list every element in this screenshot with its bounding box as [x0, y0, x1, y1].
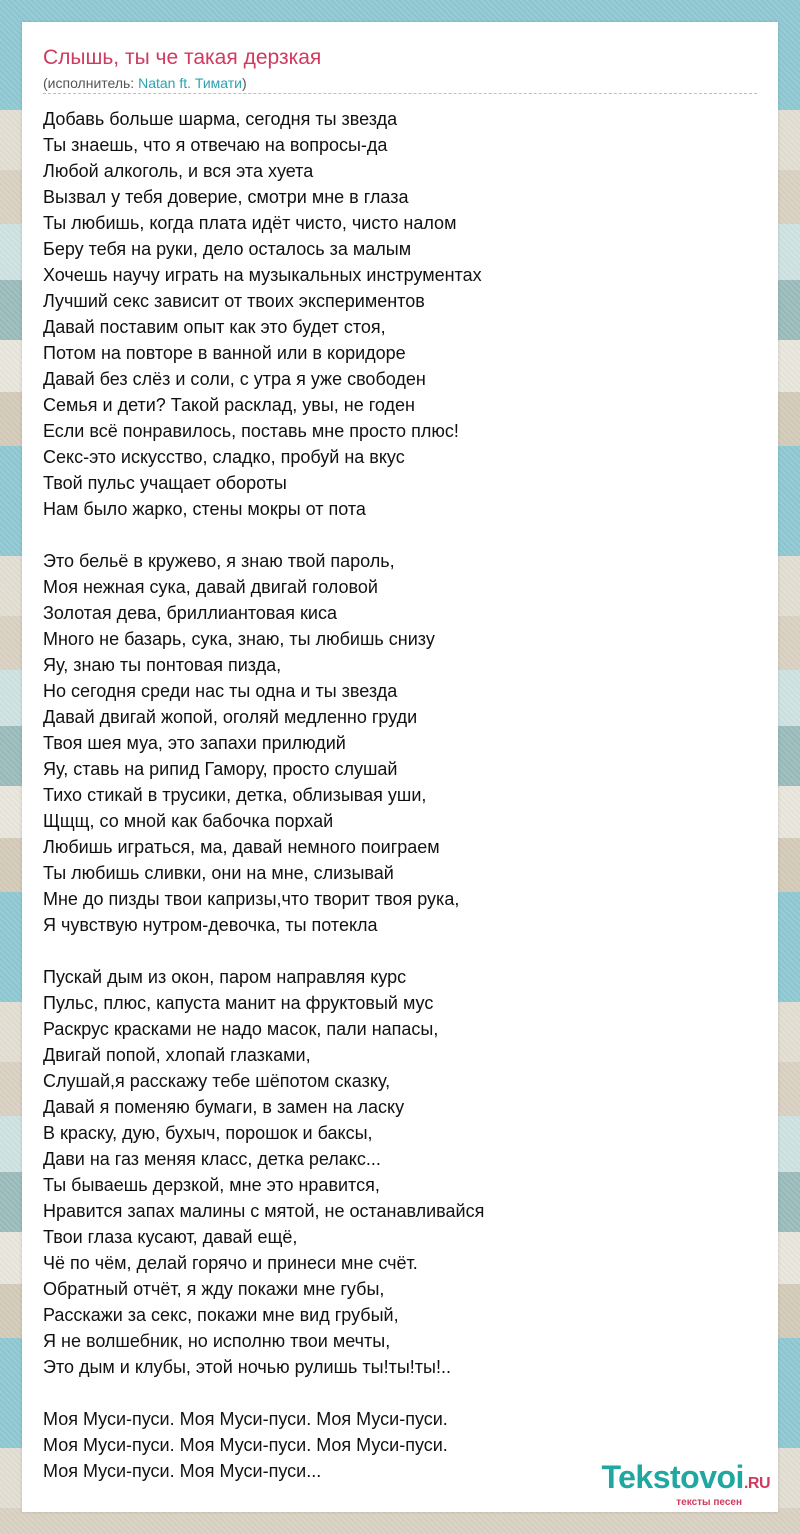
song-title: Слышь, ты че такая дерзкая: [43, 46, 322, 69]
lyric-line: Я не волшебник, но исполню твои мечты,: [43, 1331, 391, 1351]
lyric-line: Чё по чём, делай горячо и принеси мне счёт.: [43, 1253, 418, 1273]
lyric-line: Золотая дева, бриллиантовая киса: [43, 603, 337, 623]
lyric-line: Нравится запах малины с мятой, не останавливайся: [43, 1201, 485, 1221]
lyric-line: Это бельё в кружево, я знаю твой пароль,: [43, 551, 395, 571]
lyric-line: Яу, знаю ты понтовая пизда,: [43, 655, 282, 675]
site-logo[interactable]: [601, 1460, 770, 1508]
lyric-line: Щщщ, со мной как бабочка порхай: [43, 811, 334, 831]
credits: [43, 74, 247, 92]
lyric-line: Любой алкоголь, и вся эта хуета: [43, 161, 314, 181]
logo-tld: .RU: [743, 1475, 770, 1492]
lyric-line: Давай двигай жопой, оголяй медленно груди: [43, 707, 418, 727]
lyric-line: Беру тебя на руки, дело осталось за малым: [43, 239, 412, 259]
lyric-line: Добавь больше шарма, сегодня ты звезда: [43, 109, 398, 129]
credits-suffix: ): [242, 75, 247, 91]
divider: [43, 93, 757, 94]
credits-prefix: (исполнитель:: [43, 75, 139, 91]
lyric-line: Пульс, плюс, капуста манит на фруктовый мус: [43, 993, 434, 1013]
lyric-line: Ты бываешь дерзкой, мне это нравится,: [43, 1175, 380, 1195]
artist-link[interactable]: Natan ft. Тимати: [138, 75, 242, 91]
lyric-line: Слушай,я расскажу тебе шёпотом сказку,: [43, 1071, 391, 1091]
logo-name: Tekstovoi: [601, 1459, 744, 1495]
lyric-line: Семья и дети? Такой расклад, увы, не годен: [43, 395, 415, 415]
lyrics-stanza: [43, 548, 753, 938]
lyric-line: В краску, дую, бухыч, порошок и баксы,: [43, 1123, 373, 1143]
lyric-line: Твоя шея муа, это запахи прилюдий: [43, 733, 346, 753]
lyric-line: Тихо стикай в трусики, детка, облизывая уши,: [43, 785, 427, 805]
lyric-line: Дави на газ меняя класс, детка релакс...: [43, 1149, 381, 1169]
lyric-line: Яу, ставь на рипид Гамору, просто слушай: [43, 759, 398, 779]
lyric-line: Твой пульс учащает обороты: [43, 473, 287, 493]
lyric-line: Это дым и клубы, этой ночью рулишь ты!ты!ты!..: [43, 1357, 451, 1377]
lyric-line: Но сегодня среди нас ты одна и ты звезда: [43, 681, 398, 701]
lyric-line: Ты знаешь, что я отвечаю на вопросы-да: [43, 135, 388, 155]
lyric-line: Моя Муси-пуси. Моя Муси-пуси. Моя Муси-пуси.: [43, 1435, 448, 1455]
lyric-line: Моя нежная сука, давай двигай головой: [43, 577, 378, 597]
lyric-line: Моя Муси-пуси. Моя Муси-пуси. Моя Муси-пуси.: [43, 1409, 448, 1429]
lyrics-stanza: [43, 106, 753, 522]
lyric-line: Секс-это искусство, сладко, пробуй на вкус: [43, 447, 405, 467]
lyric-line: Потом на повторе в ванной или в коридоре: [43, 343, 406, 363]
lyric-line: Лучший секс зависит от твоих экспериментов: [43, 291, 425, 311]
lyric-line: Расскажи за секс, покажи мне вид грубый,: [43, 1305, 399, 1325]
lyric-line: Хочешь научу играть на музыкальных инструментах: [43, 265, 482, 285]
logo-wordmark: [601, 1460, 770, 1501]
lyric-line: Двигай попой, хлопай глазками,: [43, 1045, 311, 1065]
lyric-line: Если всё понравилось, поставь мне просто плюс!: [43, 421, 459, 441]
lyric-line: Много не базарь, сука, знаю, ты любишь снизу: [43, 629, 435, 649]
lyric-line: Вызвал у тебя доверие, смотри мне в глаза: [43, 187, 409, 207]
logo-tagline: тексты песен: [676, 1497, 742, 1508]
lyric-line: Пускай дым из окон, паром направляя курс: [43, 967, 407, 987]
lyric-line: Раскрус красками не надо масок, пали напасы,: [43, 1019, 439, 1039]
lyric-line: Давай поставим опыт как это будет стоя,: [43, 317, 386, 337]
lyrics-stanza: [43, 964, 753, 1380]
lyric-line: Давай без слёз и соли, с утра я уже свободен: [43, 369, 426, 389]
lyric-line: Ты любишь, когда плата идёт чисто, чисто налом: [43, 213, 457, 233]
lyric-line: Я чувствую нутром-девочка, ты потекла: [43, 915, 378, 935]
lyric-line: Любишь играться, ма, давай немного поиграем: [43, 837, 440, 857]
lyric-line: Моя Муси-пуси. Моя Муси-пуси...: [43, 1461, 322, 1481]
lyrics-text: [43, 106, 753, 1484]
lyric-line: Ты любишь сливки, они на мне, слизывай: [43, 863, 394, 883]
lyric-line: Твои глаза кусают, давай ещё,: [43, 1227, 298, 1247]
lyrics-card: [22, 22, 778, 1512]
lyric-line: Мне до пизды твои капризы,что творит твоя рука,: [43, 889, 460, 909]
lyric-line: Нам было жарко, стены мокры от пота: [43, 499, 366, 519]
lyric-line: Давай я поменяю бумаги, в замен на ласку: [43, 1097, 405, 1117]
lyric-line: Обратный отчёт, я жду покажи мне губы,: [43, 1279, 385, 1299]
